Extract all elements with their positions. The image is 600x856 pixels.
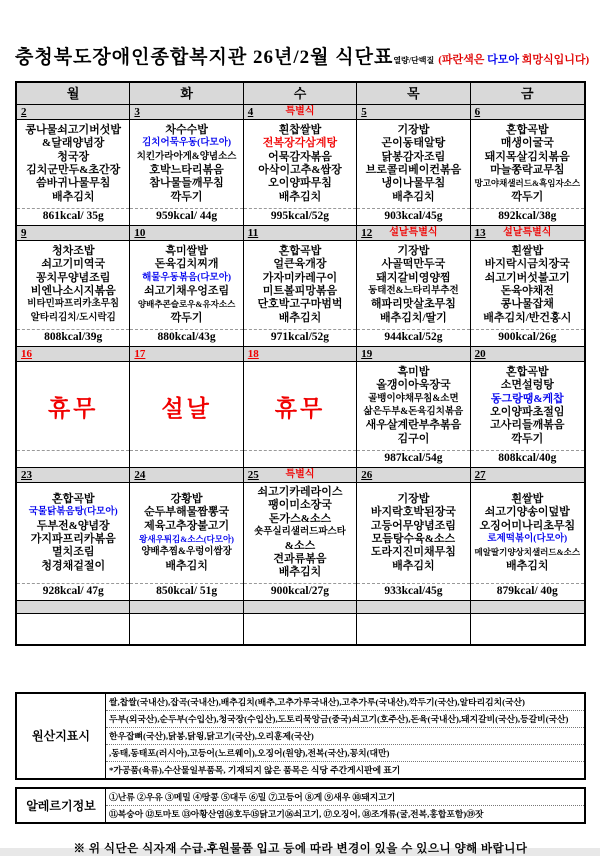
day-cell-10 — [130, 226, 243, 347]
date-strip — [471, 468, 584, 483]
empty-menu — [357, 614, 469, 644]
date-strip — [17, 226, 129, 241]
menu-item: 숏푸실리샐러드파스타 — [254, 527, 346, 538]
menu-item: 콩나물잡채 — [500, 298, 554, 311]
menu-item: 쇠고기카레라이스 — [257, 486, 343, 498]
date-strip — [17, 468, 129, 483]
menu-item: 김치어묵우동(다모아) — [142, 138, 232, 149]
date-strip-empty — [17, 601, 129, 614]
menu-item: 닭봉감자조림 — [381, 150, 446, 163]
menu-item: 로제떡볶이(다모아) — [487, 533, 568, 544]
date-strip — [244, 226, 356, 241]
kcal-protein-value: 808kcal/39g — [17, 329, 129, 346]
menu-item: 흰쌀밥 — [511, 244, 544, 257]
menu-item: 청국장 — [57, 150, 90, 163]
menu-item: 쇠고기채우엉조림 — [144, 285, 230, 297]
day-cell-27 — [471, 468, 584, 601]
day-number: 19 — [361, 348, 373, 360]
menu-item: 가지파프리카볶음 — [30, 532, 116, 545]
menu-item: 청차조밥 — [51, 244, 95, 257]
title-subscript: 열량/단백질 — [393, 56, 435, 65]
menu-item: 가자미카레구이 — [262, 271, 338, 284]
menu-item: 기장밥 — [397, 492, 430, 505]
meal-calendar-table — [15, 81, 586, 646]
date-strip — [17, 347, 129, 362]
menu-item: 배추김치 — [51, 190, 95, 203]
page-title — [15, 42, 590, 69]
menu-item: 제육고추장불고기 — [144, 519, 230, 532]
allergy-label: 알레르기정보 — [17, 789, 106, 822]
menu-item: 돼지목살김치볶음 — [484, 150, 570, 163]
empty-cell — [357, 601, 470, 644]
day-number: 26 — [361, 469, 373, 481]
day-cell-23 — [17, 468, 130, 601]
date-strip — [357, 347, 469, 362]
menu-item: 쇠고기양송이덮밥 — [484, 506, 570, 519]
menu-item: 참나물들깨무침 — [149, 177, 224, 190]
day-cell-12 — [357, 226, 470, 347]
title-text: 충청북도장애인종합복지관 26년/2월 식단표 — [15, 47, 394, 68]
menu-item: 기장밥 — [397, 123, 430, 136]
menu-item: 마늘쫑락교무침 — [490, 164, 565, 176]
menu-item: 깍두기 — [511, 190, 544, 203]
day-cell-3 — [130, 105, 243, 226]
weekday-header-금: 금 — [471, 83, 584, 105]
origin-label: 원산지표시 — [17, 694, 106, 778]
origin-info-box — [15, 692, 586, 780]
day-number: 18 — [247, 348, 259, 360]
kcal-protein-value: 892kcal/38g — [471, 208, 584, 225]
menu-list — [471, 120, 584, 208]
menu-item: 배추김치 — [392, 559, 435, 572]
menu-item: 치킨가라아게&양념소스 — [136, 151, 237, 162]
date-strip — [357, 468, 469, 483]
holiday-label: 설날 — [161, 395, 212, 421]
menu-item: 혼합곡밥 — [506, 365, 549, 378]
menu-item: 꽁치무양념조림 — [36, 271, 111, 284]
menu-item: 전복장각삼계탕 — [262, 137, 338, 150]
day-cell-5 — [357, 105, 470, 226]
date-strip — [130, 226, 242, 241]
empty-cell — [471, 601, 584, 644]
menu-item: 씀바귀나물무침 — [36, 177, 111, 190]
date-strip-empty — [130, 601, 242, 614]
kcal-protein-value: 987kcal/54g — [357, 450, 469, 467]
special-meal-tag: 설날특별식 — [503, 227, 552, 238]
menu-item: 콩나물쇠고기버섯밥 — [25, 123, 122, 136]
empty-menu — [130, 614, 242, 644]
weekday-header-월: 월 — [17, 83, 130, 105]
menu-item: 어묵감자볶음 — [268, 150, 332, 163]
day-cell-20 — [471, 347, 584, 468]
day-cell-17 — [130, 347, 243, 468]
menu-item: 메알딸기양상치샐러드&소스 — [474, 547, 581, 558]
menu-list — [357, 120, 469, 208]
menu-list — [17, 362, 129, 450]
title-note-blue: 다모아 — [487, 54, 519, 66]
empty-menu — [471, 614, 584, 644]
menu-list — [357, 241, 469, 329]
menu-item: 흰찹쌀밥 — [278, 123, 322, 136]
day-number: 20 — [474, 348, 486, 360]
weekday-header-화: 화 — [130, 83, 243, 105]
kcal-protein-value: 903kcal/45g — [357, 208, 469, 225]
day-number: 2 — [21, 106, 27, 118]
day-number: 27 — [474, 469, 486, 481]
day-cell-9 — [17, 226, 130, 347]
footer-note: ※ 위 식단은 식자재 수급.후원물품 입고 등에 따라 변경이 있을 수 있으니 양해 바랍니다 — [73, 842, 528, 855]
menu-item: 동그랑땡&케찹 — [490, 392, 564, 405]
date-strip — [471, 105, 584, 120]
menu-item: 배추김치 — [165, 559, 208, 572]
menu-item: 새우살계란부추볶음 — [365, 419, 462, 432]
menu-list — [17, 241, 129, 329]
day-cell-4 — [244, 105, 357, 226]
menu-item: 배추김치 — [506, 559, 549, 572]
menu-list — [244, 120, 356, 208]
special-meal-tag: 특별식 — [285, 106, 315, 117]
menu-list — [244, 362, 356, 450]
menu-item: 혼합곡밥 — [278, 244, 322, 257]
menu-item: 비타민파프리카초무침 — [27, 299, 120, 310]
day-number: 4 — [247, 106, 254, 118]
menu-item: 골뱅이야채무침&소면 — [368, 393, 459, 404]
day-cell-25 — [244, 468, 357, 601]
menu-item: 양배추콘슬로우&유자소스 — [137, 299, 236, 310]
empty-cell — [130, 601, 243, 644]
menu-item: 모듬탕수육&소스 — [371, 532, 456, 545]
menu-list — [130, 120, 242, 208]
kcal-protein-value: 850kcal/ 51g — [130, 583, 242, 600]
date-strip — [471, 347, 584, 362]
holiday-label: 휴무 — [274, 395, 326, 421]
menu-item: 왕새우튀김&소스(다모아) — [139, 533, 235, 544]
day-cell-11 — [244, 226, 357, 347]
menu-item: 오이양파초절임 — [490, 406, 565, 418]
menu-item: 비엔나소시지볶음 — [30, 285, 116, 297]
day-number: 23 — [21, 469, 32, 481]
menu-item: 삶은두부&돈육김치볶음 — [363, 407, 464, 417]
origin-line: 쌀,찹쌀(국내산),잡곡(국내산),배추김치(배추,고추가루국내산),고추가루(국내산),깍두기(국산),알타리김치(국산) — [106, 694, 584, 711]
menu-item: &달래양념장 — [42, 137, 105, 150]
menu-item: 미트볼피망볶음 — [262, 285, 338, 297]
kcal-protein-value: 900kcal/26g — [471, 329, 584, 346]
weekday-header-목: 목 — [357, 83, 470, 105]
menu-item: 곤이동태알탕 — [381, 137, 446, 150]
menu-list — [357, 362, 469, 450]
menu-item: 견과류볶음 — [273, 553, 327, 566]
menu-item: 김구이 — [397, 432, 430, 445]
day-number: 13 — [474, 227, 486, 239]
menu-item: 고등어무양념조림 — [370, 519, 456, 532]
menu-item: 깍두기 — [170, 311, 203, 324]
menu-item: 쇠고기미역국 — [41, 258, 106, 271]
kcal-protein-value: 995kcal/52g — [244, 208, 356, 225]
menu-item: 차수수밥 — [165, 123, 208, 136]
origin-line: *가공품(육류),수산물일부품목, 기재되지 않은 품목은 식당 주간게시판에 표기 — [109, 765, 401, 776]
date-strip-empty — [244, 601, 356, 614]
menu-item: 알타리김치/도시락김 — [30, 312, 116, 323]
menu-item: 흑미밥 — [397, 365, 430, 378]
day-number: 10 — [134, 227, 146, 239]
kcal-protein-value: 900kcal/27g — [244, 583, 356, 600]
special-meal-tag: 설날특별식 — [389, 227, 438, 238]
menu-item: 배추김치 — [278, 311, 322, 324]
day-cell-6 — [471, 105, 584, 226]
weekday-header-수: 수 — [244, 83, 357, 105]
menu-item: 돼지갈비영양찜 — [376, 271, 451, 284]
day-number: 16 — [21, 348, 32, 360]
date-strip — [244, 105, 356, 120]
menu-item: 망고야채샐러드&흑임자소스 — [474, 178, 581, 189]
empty-cell — [244, 601, 357, 644]
menu-item: 멸치조림 — [51, 546, 95, 559]
menu-item: 흰쌀밥 — [511, 492, 544, 505]
day-cell-16 — [17, 347, 130, 468]
day-cell-2 — [17, 105, 130, 226]
kcal-protein-value: 879kcal/ 40g — [471, 583, 584, 600]
menu-item: 해파리맛살초무침 — [370, 298, 456, 311]
day-cell-19 — [357, 347, 470, 468]
menu-item: 돈육야채전 — [500, 285, 554, 297]
title-note-post: 희망식입니다) — [519, 54, 590, 66]
date-strip — [357, 226, 469, 241]
menu-item: 팽이미소장국 — [268, 499, 332, 512]
menu-item: 도라지진미채무침 — [370, 546, 456, 559]
menu-item: 동태전&느타리부추전 — [368, 286, 459, 296]
menu-item: 오징어미나리초무침 — [479, 519, 576, 532]
menu-list — [244, 483, 356, 583]
kcal-protein-value: 861kcal/ 35g — [17, 208, 129, 225]
holiday-label: 휴무 — [47, 395, 99, 421]
menu-item: 소면설렁탕 — [500, 379, 554, 392]
day-cell-26 — [357, 468, 470, 601]
menu-list — [471, 362, 584, 450]
menu-item: 단호박고구마범벅 — [257, 298, 343, 311]
menu-list — [130, 362, 242, 450]
menu-item: 쇠고기버섯불고기 — [484, 271, 570, 284]
menu-item: 돈육김치찌개 — [154, 258, 219, 271]
kcal-protein-value — [244, 450, 356, 467]
date-strip — [130, 105, 242, 120]
menu-item: 청경채겉절이 — [41, 559, 106, 572]
menu-item: 얼큰육개장 — [273, 258, 327, 271]
day-number: 17 — [134, 348, 146, 360]
kcal-protein-value — [17, 450, 129, 467]
menu-item: 깍두기 — [170, 190, 203, 203]
menu-item: 매생이굴국 — [500, 137, 554, 150]
menu-item: &소스 — [284, 539, 316, 552]
kcal-protein-value: 971kcal/52g — [244, 329, 356, 346]
menu-item: 호박느타리볶음 — [149, 164, 224, 176]
menu-item: 사골떡만두국 — [381, 258, 446, 271]
menu-item: 고사리들깨볶음 — [490, 419, 565, 432]
menu-list — [471, 241, 584, 329]
date-strip — [244, 347, 356, 362]
origin-line: 한우잡뼈(국산),닭봉,닭윙,닭고기(국산),오리훈제(국산) — [106, 728, 584, 745]
menu-list — [357, 483, 469, 583]
menu-item: 바지락시금치장국 — [484, 258, 570, 271]
origin-lines — [106, 694, 584, 778]
date-strip — [130, 468, 242, 483]
date-strip — [244, 468, 356, 483]
menu-item: 강황밥 — [170, 492, 203, 505]
date-strip — [357, 105, 469, 120]
menu-item: 돈가스&소스 — [268, 512, 332, 525]
menu-item: 아삭이고추&쌈장 — [258, 164, 342, 176]
kcal-protein-value — [130, 450, 242, 467]
date-strip-empty — [357, 601, 469, 614]
day-number: 6 — [474, 106, 481, 118]
menu-item: 순두부해물짬뽕국 — [144, 506, 230, 519]
menu-item: 냉이나물무침 — [381, 177, 446, 190]
menu-item: 배추김치/딸기 — [379, 311, 447, 324]
menu-item: 국물닭볶음탕(다모아) — [28, 507, 118, 518]
day-number: 12 — [361, 227, 373, 239]
day-number: 11 — [247, 227, 259, 239]
day-number: 3 — [134, 106, 140, 118]
origin-line: ,동태,동태포(러시아),고등어(노르웨이),오징어(원양),전복(국산),꽁치(대만) — [106, 745, 584, 762]
day-number: 24 — [134, 469, 146, 481]
menu-list — [130, 483, 242, 583]
day-number: 25 — [247, 469, 259, 481]
menu-item: 올갱이아욱장국 — [376, 379, 451, 392]
menu-list — [17, 483, 129, 583]
kcal-protein-value: 944kcal/52g — [357, 329, 469, 346]
kcal-protein-value: 959kcal/ 44g — [130, 208, 242, 225]
menu-item: 배추김치 — [278, 190, 322, 203]
allergy-line: ⑪복숭아 ⑫토마토 ⑬아황산염⑭호두⑮닭고기⑯쇠고기, ⑰오징어, ⑱조개류(굴,전복,홍합포함)⑲잣 — [109, 809, 484, 820]
date-strip — [17, 105, 129, 120]
empty-menu — [17, 614, 129, 644]
day-cell-13 — [471, 226, 584, 347]
empty-cell — [17, 601, 130, 644]
menu-item: 해물우동볶음(다모아) — [142, 272, 232, 283]
kcal-protein-value: 808kcal/40g — [471, 450, 584, 467]
allergy-line: ①난류 ②우유 ③메밀 ④땅콩 ⑤대두 ⑥밀 ⑦고등어 ⑧게 ⑨새우 ⑩돼지고기 — [106, 789, 584, 806]
allergy-info-box — [15, 787, 586, 824]
menu-item: 두부전&양념장 — [36, 519, 110, 532]
allergy-lines — [106, 789, 584, 822]
menu-item: 브로콜리베이컨볶음 — [365, 164, 462, 176]
menu-item: 흑미쌀밥 — [165, 244, 208, 257]
menu-item: 혼합곡밥 — [506, 123, 549, 136]
title-note-pre: (파란색은 — [438, 54, 488, 66]
date-strip — [130, 347, 242, 362]
menu-item: 배추김치/반건홍시 — [483, 311, 572, 324]
menu-list — [130, 241, 242, 329]
kcal-protein-value: 928kcal/ 47g — [17, 583, 129, 600]
kcal-protein-value: 933kcal/45g — [357, 583, 469, 600]
menu-item: 혼합곡밥 — [51, 492, 95, 505]
date-strip — [471, 226, 584, 241]
kcal-protein-value: 880kcal/43g — [130, 329, 242, 346]
menu-item: 깍두기 — [511, 432, 544, 445]
menu-list — [471, 483, 584, 583]
day-cell-18 — [244, 347, 357, 468]
menu-item: 김치군만두&초간장 — [26, 164, 121, 176]
menu-item: 기장밥 — [397, 244, 430, 257]
menu-item: 양배추찜&우렁이쌈장 — [141, 547, 232, 558]
day-cell-24 — [130, 468, 243, 601]
menu-item: 배추김치 — [278, 566, 322, 579]
menu-item: 오이양파무침 — [268, 177, 332, 190]
date-strip-empty — [471, 601, 584, 614]
day-number: 5 — [361, 106, 367, 118]
menu-item: 바지락호박된장국 — [370, 506, 456, 519]
menu-list — [244, 241, 356, 329]
origin-line: 두부(외국산),순두부(수입산),청국장(수입산),도토리묵앙금(중국)쇠고기(호주산),돈육(국내산),돼지갈비(국산),등갈비(국산) — [106, 711, 584, 728]
menu-item: 배추김치 — [392, 190, 435, 203]
title-note — [438, 54, 589, 66]
menu-list — [17, 120, 129, 208]
empty-menu — [244, 614, 356, 644]
day-number: 9 — [21, 227, 27, 239]
special-meal-tag: 특별식 — [285, 469, 315, 480]
